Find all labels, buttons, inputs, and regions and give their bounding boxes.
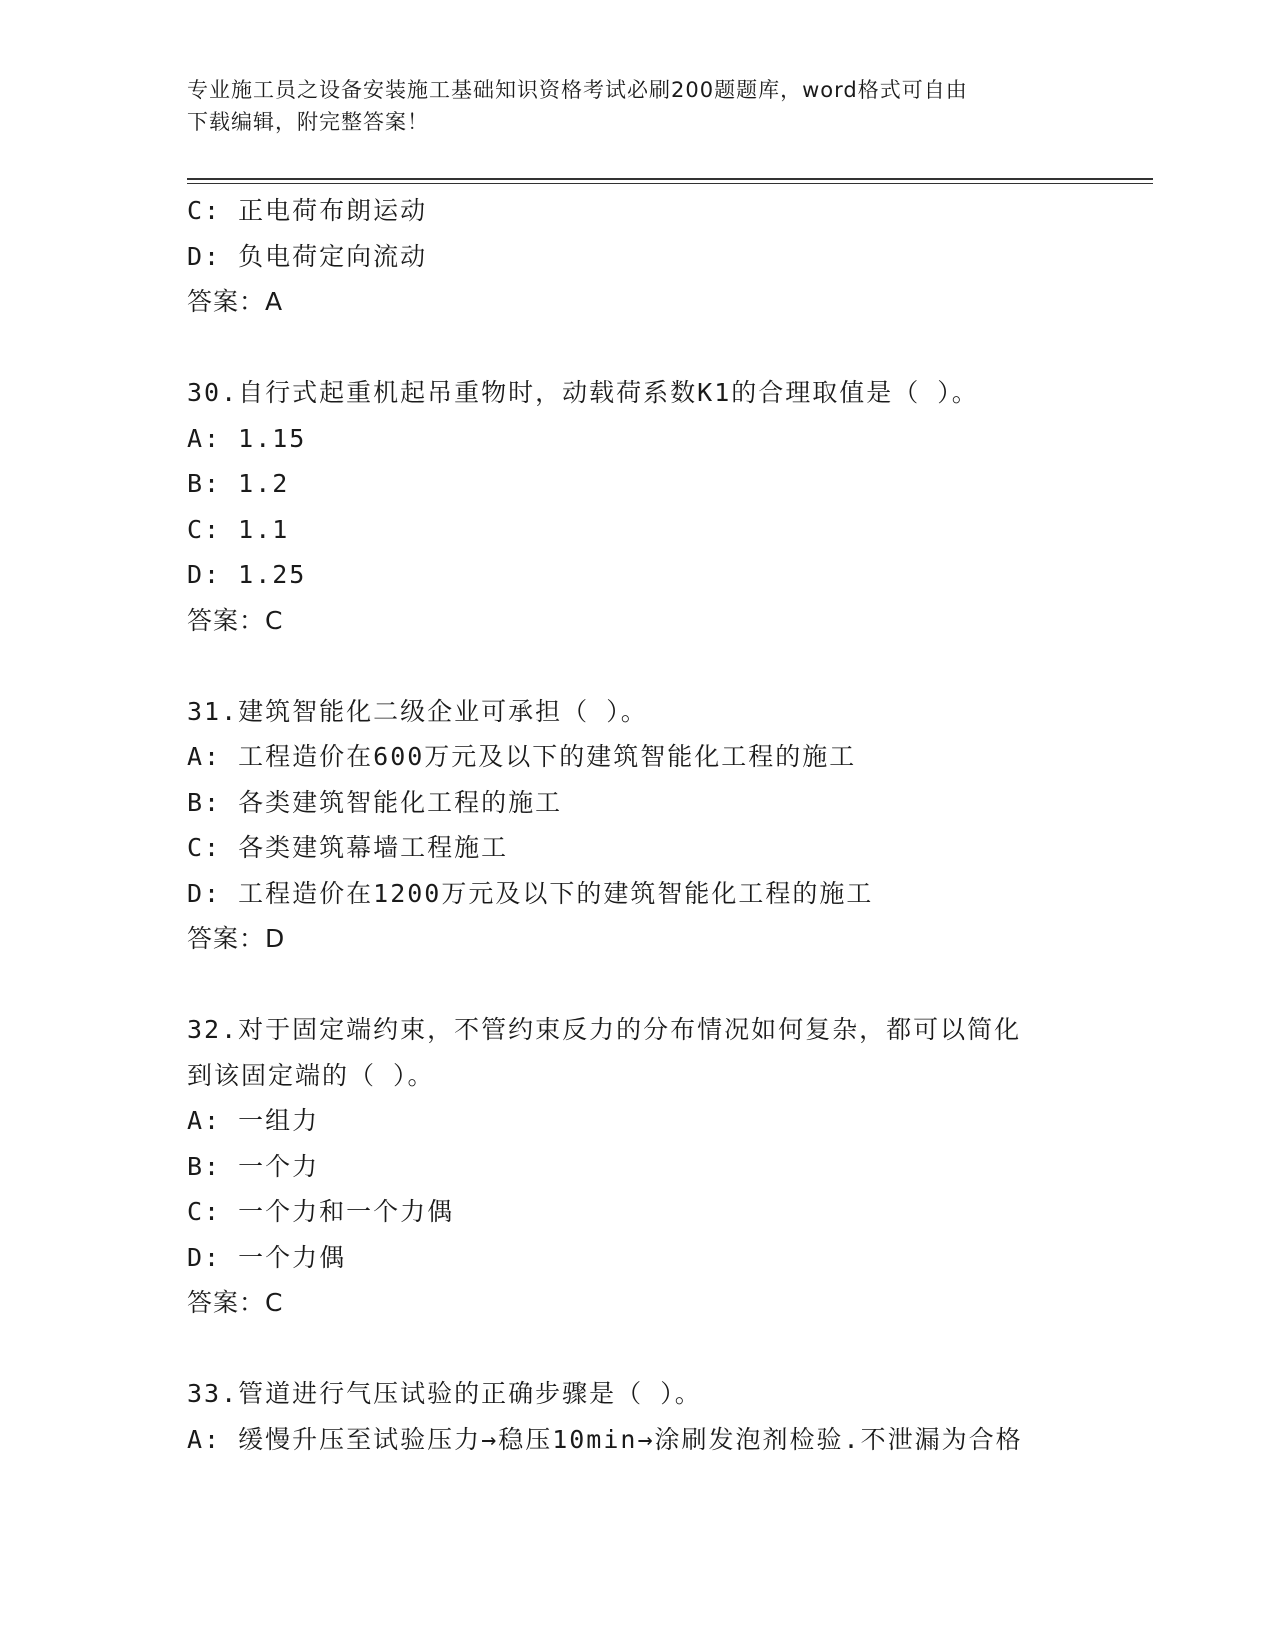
question-33-stem: 33.管道进行气压试验的正确步骤是（ ）。 xyxy=(187,1379,702,1408)
question-32-stem-line-1: 32.对于固定端约束，不管约束反力的分布情况如何复杂，都可以简化 xyxy=(187,1015,1022,1044)
question-list xyxy=(187,188,1107,1462)
option-c: C: 1.1 xyxy=(187,514,290,544)
option-b: B: 一个力 xyxy=(187,1151,320,1181)
question-30-stem: 30.自行式起重机起吊重物时，动载荷系数K1的合理取值是（ ）。 xyxy=(187,378,979,407)
option-a: A: 缓慢升压至试验压力→稳压10min→涂刷发泡剂检验.不泄漏为合格 xyxy=(187,1424,1023,1454)
option-d: D: 负电荷定向流动 xyxy=(187,241,428,271)
option-c: C: 各类建筑幕墙工程施工 xyxy=(187,833,509,862)
option-a: A: 工程造价在600万元及以下的建筑智能化工程的施工 xyxy=(187,742,857,771)
option-b: B: 1.2 xyxy=(187,469,290,498)
spacer xyxy=(187,1326,1107,1372)
option-c: C: 正电荷布朗运动 xyxy=(187,196,428,225)
header-line-2: 下载编辑，附完整答案！ xyxy=(187,110,429,134)
option-a: A: 一组力 xyxy=(187,1106,320,1135)
option-d: D: 1.25 xyxy=(187,560,307,589)
answer: 答案：C xyxy=(187,605,284,635)
question-32-stem-line-2: 到该固定端的（ ）。 xyxy=(187,1060,435,1090)
answer: 答案：A xyxy=(187,287,284,316)
option-c: C: 一个力和一个力偶 xyxy=(187,1197,455,1226)
question-31-stem: 31.建筑智能化二级企业可承担（ ）。 xyxy=(187,696,648,726)
answer: 答案：D xyxy=(187,924,286,953)
answer: 答案：C xyxy=(187,1288,284,1317)
page-header xyxy=(187,74,1087,138)
spacer xyxy=(187,325,1107,371)
spacer xyxy=(187,962,1107,1008)
header-divider xyxy=(187,178,1153,184)
option-d: D: 一个力偶 xyxy=(187,1242,347,1272)
option-d: D: 工程造价在1200万元及以下的建筑智能化工程的施工 xyxy=(187,878,874,908)
header-line-1: 专业施工员之设备安装施工基础知识资格考试必刷200题题库，word格式可自由 xyxy=(187,78,968,102)
option-a: A: 1.15 xyxy=(187,423,307,453)
spacer xyxy=(187,643,1107,689)
option-b: B: 各类建筑智能化工程的施工 xyxy=(187,787,563,817)
